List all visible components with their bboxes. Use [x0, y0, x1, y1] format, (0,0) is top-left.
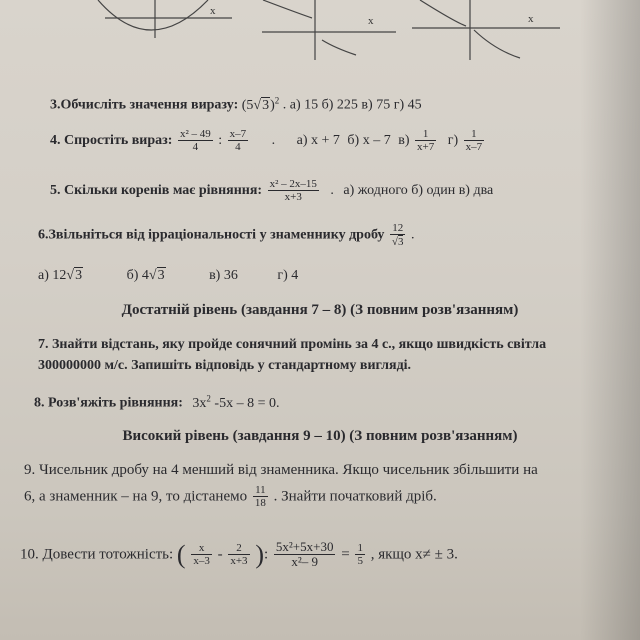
q10-fraction-1: $\frac{x}{x-3}$: [193, 542, 210, 568]
q4-option-c-fraction: $\frac{1}{x+7}$: [417, 128, 435, 154]
q3-label: 3.Обчисліть значення виразу:: [50, 97, 239, 113]
q4-fraction-1: $\frac{\text{x² – 49}}{4}$: [179, 128, 211, 154]
q9-fraction: $\frac{11}{18}$: [254, 484, 266, 510]
q4-fraction-2: $\frac{x-7}{4}$: [229, 128, 247, 154]
question-4: 4. Спростіть вираз: $\frac{\text{x² – 49}}{4}$ : $\frac{x-7}{4}$ . а) x + 7 б) x – 7 в) $\frac{1}{x+7}$ г) $\frac{1}{x-7}$: [50, 128, 483, 154]
q4-option-d: г): [447, 133, 459, 149]
q4-label: 4. Спростіть вираз:: [50, 133, 173, 149]
q5-fraction: $\frac{\text{x² – 2x–15}}{x+3}$: [269, 178, 317, 204]
question-9-line-1: 9. Чисельник дробу на 4 менший від знаменника. Якщо чисельник збільшити на: [24, 462, 538, 478]
graph2-branch-lower: [322, 40, 356, 55]
question-7-line-2: 300000000 м/с. Запишіть відповідь у стандартному вигляді.: [38, 358, 412, 373]
question-10: 10. Довести тотожність: ( $\frac{x}{x-3}$ - $\frac{2}{x+3}$ ): $\frac{\text{5x²+5x+30}}{\text{x²– 9}}$ = $\frac{1}{5}$ , якщо x≠ ± 3.: [20, 539, 458, 570]
q4-option-d-fraction: $\frac{1}{x-7}$: [465, 128, 483, 154]
graph3-branch-right: [474, 30, 520, 58]
q8-label: 8. Розв'яжіть рівняння:: [34, 395, 183, 411]
question-3: 3.Обчисліть значення виразу: $(5√3)^2$ . а) 15 б) 225 в) 75 г) 45: [50, 95, 422, 113]
q10-fraction-4: $\frac{1}{5}$: [357, 542, 363, 568]
q8-equation: $3x^2$ -5x – 8 = 0.: [192, 393, 280, 411]
q4-option-c: в): [398, 133, 410, 149]
question-7-line-1: 7. Знайти відстань, яку пройде сонячний промінь за 4 с., якщо швидкість світла: [38, 337, 547, 352]
section-high-level: Високий рівень (завдання 9 – 10) (З повним розв'язанням): [122, 428, 518, 444]
section-sufficient-level: Достатній рівень (завдання 7 – 8) (З повним розв'язанням): [121, 302, 519, 318]
graph1-x-label: x: [210, 5, 216, 17]
q10-fraction-3: $\frac{\text{5x²+5x+30}}{\text{x²– 9}}$: [275, 539, 334, 570]
q6-option-a: а) 12√3: [38, 268, 83, 283]
page-shadow: [580, 0, 640, 640]
question-6: 6.Звільніться від ірраціональності у знаменнику дробу $\frac{12}{√3}$ .: [38, 222, 415, 249]
q6-fraction: $\frac{12}{√3}$: [391, 222, 404, 249]
q3-expr: $(5√3)^2$: [241, 95, 280, 113]
q10-fraction-2: $\frac{2}{x+3}$: [230, 542, 248, 568]
q5-label: 5. Скільки коренів має рівняння:: [50, 183, 263, 199]
q5-options: а) жодного б) один в) два: [343, 183, 494, 199]
graph3-x-label: x: [528, 13, 534, 25]
q3-options: а) 15 б) 225 в) 75 г) 45: [289, 97, 422, 113]
q4-option-a: а) x + 7: [296, 133, 340, 149]
question-9-line-2: 6, а знаменник – на 9, то дістанемо $\frac{11}{18}$ . Знайти початковий дріб.: [24, 484, 437, 510]
question-5: 5. Скільки коренів має рівняння: $\frac{\text{x² – 2x–15}}{x+3}$ . а) жодного б) один в) два: [50, 178, 494, 204]
q6-option-d: г) 4: [277, 268, 299, 283]
graph1-circle: [98, 0, 208, 30]
graph2-branch-upper: [263, 0, 312, 18]
q6-label: 6.Звільніться від ірраціональності у знаменнику дробу: [38, 227, 385, 243]
graphs-strip: [0, 0, 640, 60]
q4-option-b: б) x – 7: [347, 133, 391, 149]
q6-option-b: б) 4√3: [126, 268, 165, 283]
q6-option-c: в) 36: [209, 268, 238, 283]
question-6-options: [38, 268, 298, 284]
graph3-branch-left: [420, 0, 466, 26]
q10-condition: , якщо x≠ ± 3.: [370, 546, 458, 563]
graph2-x-label: x: [368, 15, 374, 27]
question-8: [34, 393, 279, 412]
q10-label: 10. Довести тотожність:: [20, 546, 174, 563]
